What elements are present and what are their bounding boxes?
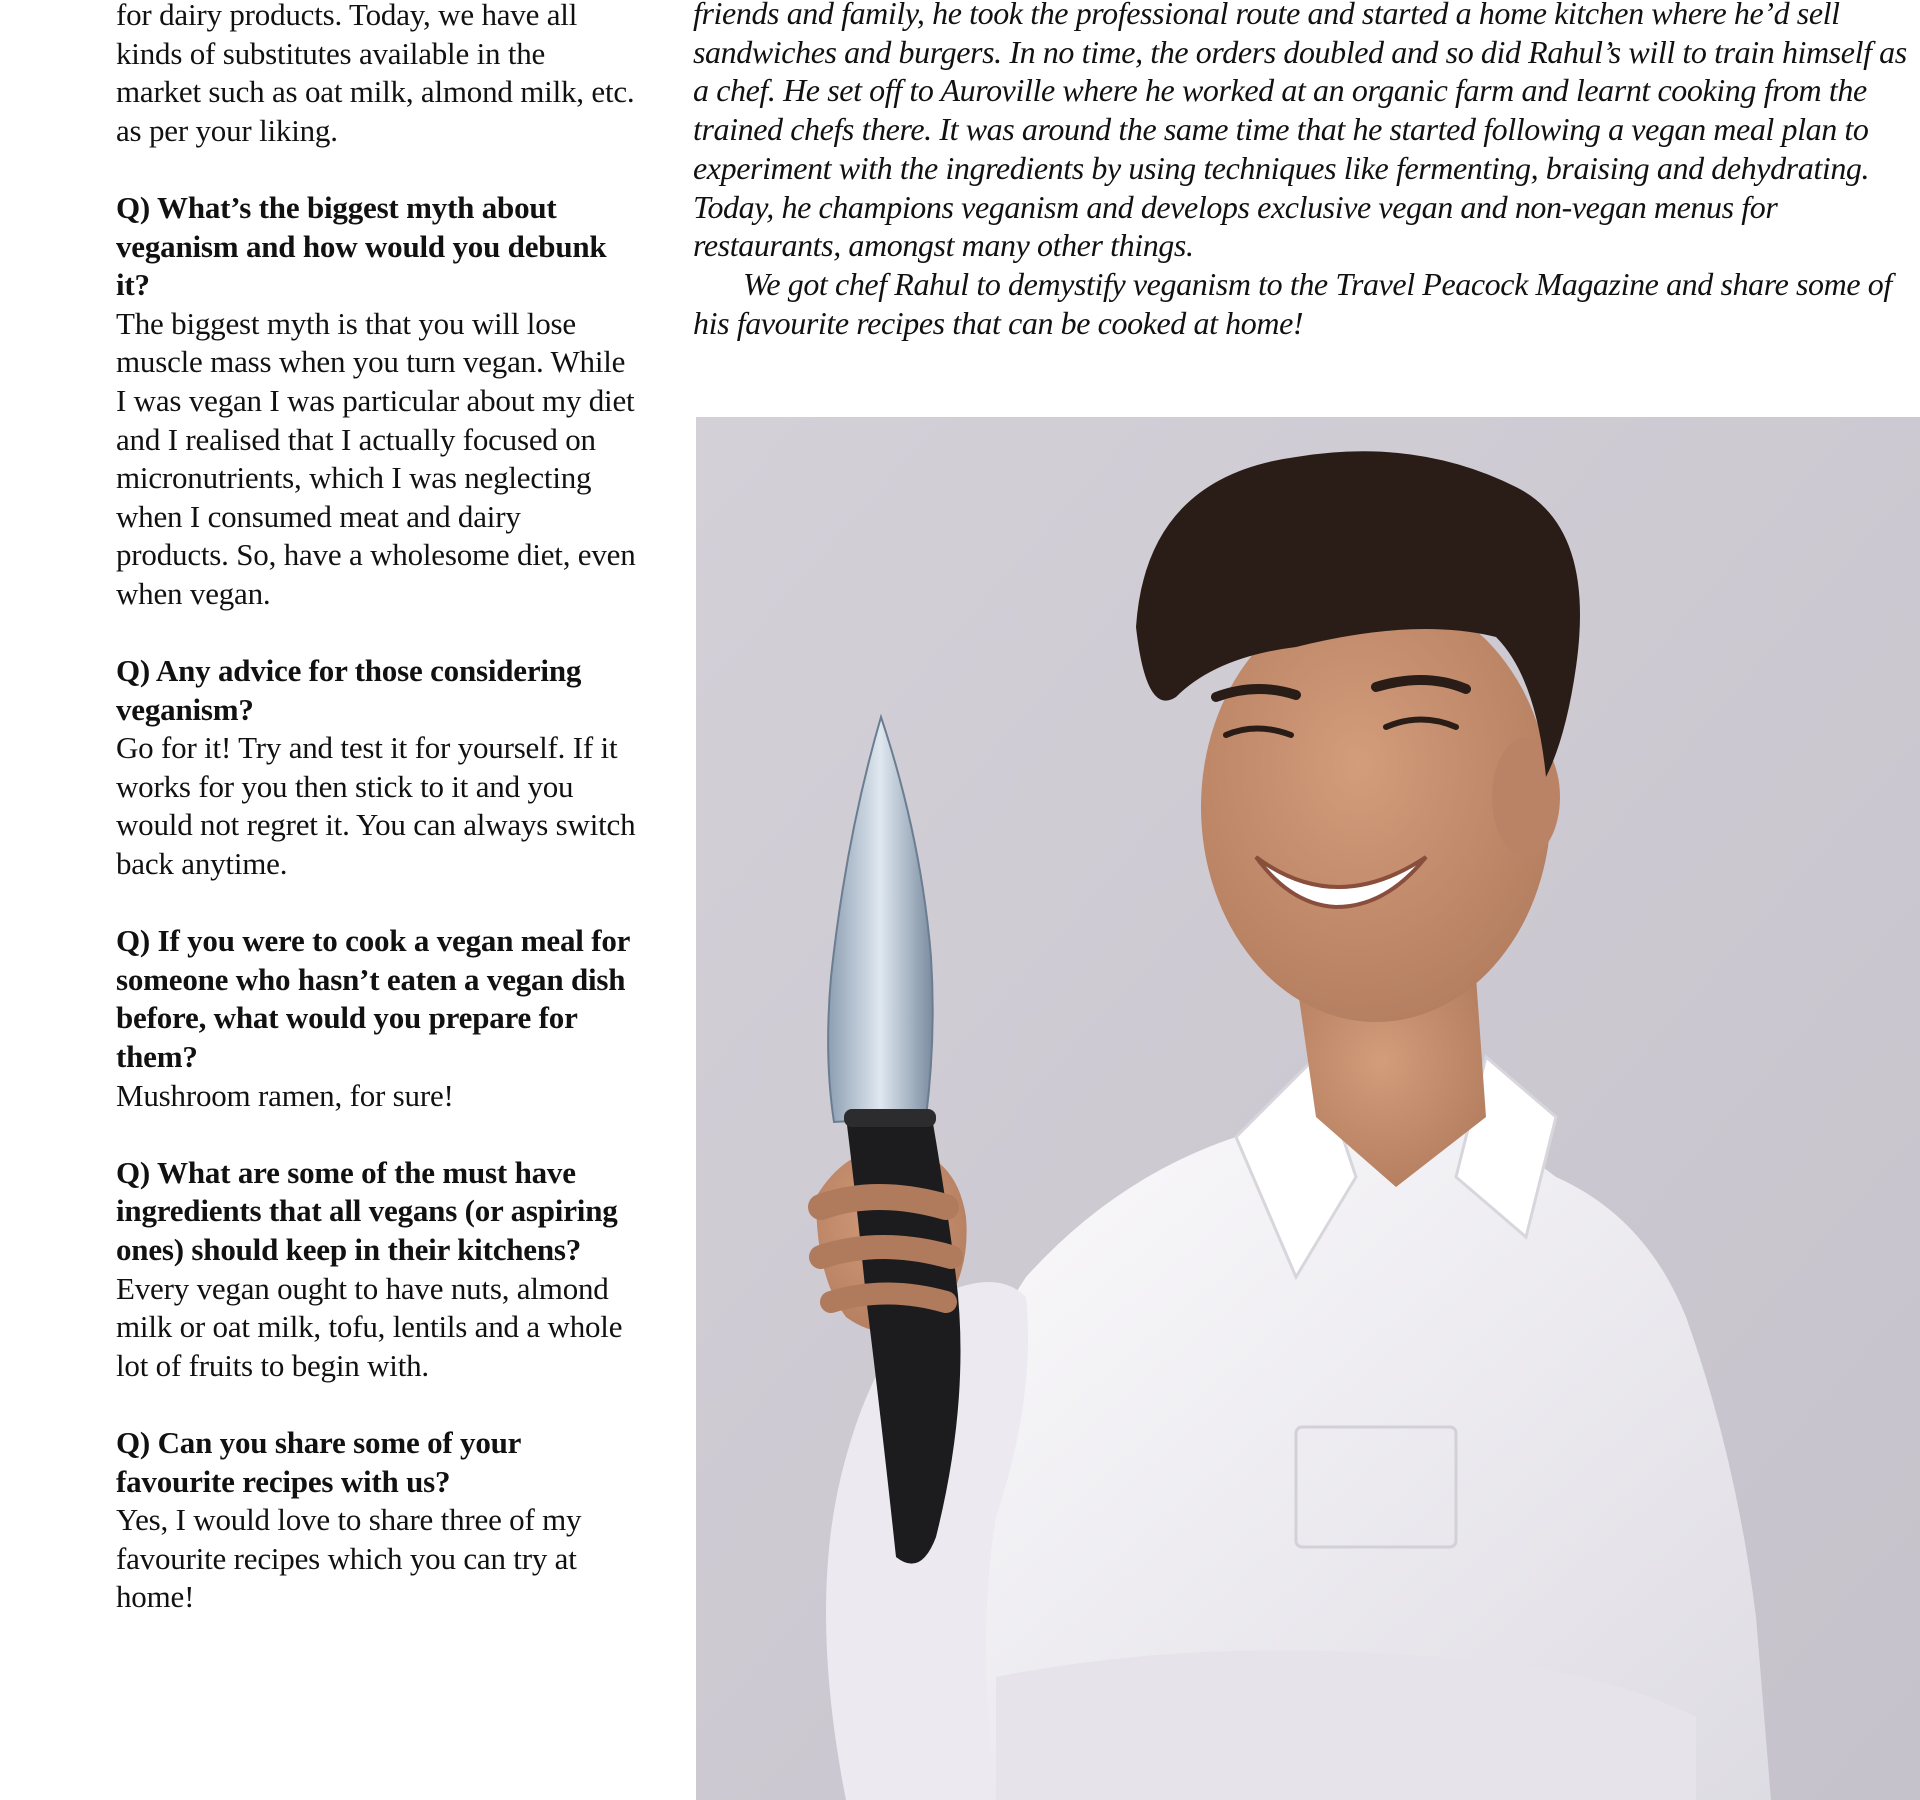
qa-item-recipes [116,1424,636,1617]
answer-recipes: Yes, I would love to share three of my favourite recipes which you can try at home! [116,1502,582,1615]
intro-answer-text: for dairy products. Today, we have all kinds of substitutes available in the market such as oat milk, almond milk, etc. as per your liking. [116,0,635,148]
answer-advice: Go for it! Try and test it for yourself. If it works for you then stick to it and you would not regret it. You can always switch back anytime. [116,730,636,882]
qa-item-advice [116,652,636,884]
qa-item-myth [116,189,636,614]
story-paragraph-2: We got chef Rahul to demystify veganism to the Travel Peacock Magazine and share some of his favourite recipes that can be cooked at home! [693,265,1892,341]
answer-myth: The biggest myth is that you will lose muscle mass when you turn vegan. While I was vegan I was particular about my diet and I realised that I actually focused on micronutrients, which I was neglecting when I consumed meat and dairy products. So, have a wholesome diet, even when vegan. [116,305,636,611]
question-ingredients: Q) What are some of the must have ingredients that all vegans (or aspiring ones) should keep in their kitchens? [116,1154,618,1267]
qa-column [116,0,636,1617]
qa-item-first-meal [116,922,636,1115]
story-paragraph-1: friends and family, he took the professional route and started a home kitchen where he’d sell sandwiches and burgers. In no time, the orders doubled and so did Rahul’s will to train himself as a chef. He set off to Auroville where he worked at an organic farm and learnt cooking from the trained chefs there. It was around the same time that he started following a vegan meal plan to experiment with the ingredients by using techniques like fermenting, braising and dehydrating. Today, he champions veganism and develops exclusive vegan and non-vegan menus for restaurants, amongst many other things. [693,0,1907,264]
answer-first-meal: Mushroom ramen, for sure! [116,1077,454,1113]
question-first-meal: Q) If you were to cook a vegan meal for someone who hasn’t eaten a vegan dish before, what would you prepare for them? [116,923,630,1075]
intro-story-text [693,0,1920,342]
qa-item-ingredients [116,1154,636,1386]
answer-ingredients: Every vegan ought to have nuts, almond milk or oat milk, tofu, lentils and a whole lot of fruits to begin with. [116,1270,623,1383]
chef-portrait-photo [696,417,1920,1800]
chef-portrait-illustration [696,417,1920,1800]
question-advice: Q) Any advice for those considering veganism? [116,653,582,727]
question-recipes: Q) Can you share some of your favourite recipes with us? [116,1424,521,1499]
question-myth: Q) What’s the biggest myth about veganism and how would you debunk it? [116,189,607,303]
